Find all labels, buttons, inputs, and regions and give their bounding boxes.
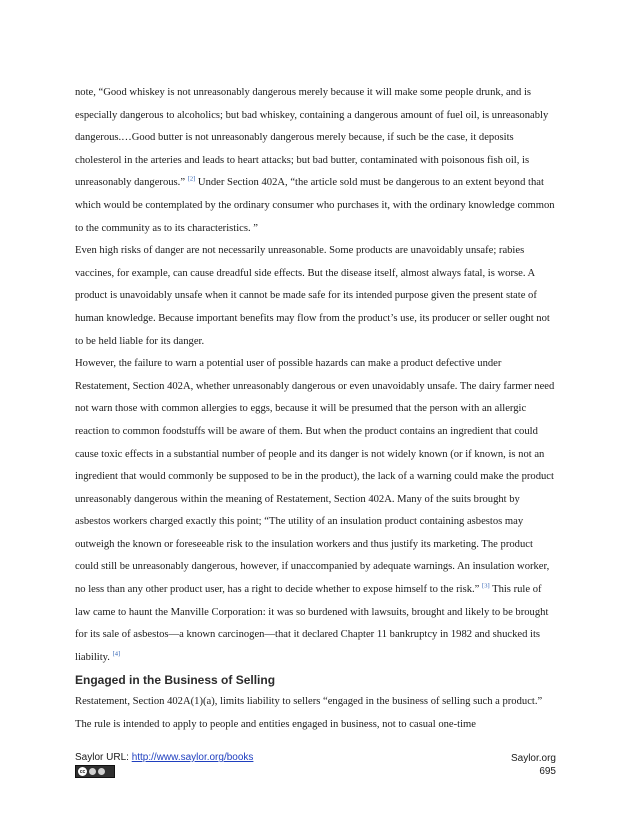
paragraph-1 (75, 82, 555, 240)
section-heading: Engaged in the Business of Selling (75, 673, 276, 688)
footer-source-link[interactable]: http://www.saylor.org/books (131, 752, 254, 763)
footnote-ref-2[interactable]: [2] (187, 175, 196, 183)
paragraph-1-text-a: note, “Good whiskey is not unreasonably dangerous merely because it will make some people drunk, and is especially dangerous to alcoholics; but bad whiskey, containing a dangerous amount of fuel oil, is unreasonably dangerous.…Good butter is not unreasonably dangerous merely because, if such be the case, it deposits cholesterol in the arteries and leads to heart attacks; but bad butter, contaminated with poisonous fish oil, is unreasonably dangerous.” (75, 87, 549, 189)
creative-commons-icon (75, 765, 115, 778)
paragraph-1-text-b: Under Section 402A, “the article sold must be dangerous to an extent beyond that which would be contemplated by the ordinary consumer who purchases it, with the ordinary knowledge common to the community as to its characteristics. ” (75, 177, 555, 234)
footer-right (511, 752, 556, 778)
footnote-ref-4[interactable]: [4] (112, 650, 121, 658)
page-content (75, 82, 555, 737)
footnote-ref-3[interactable]: [3] (482, 582, 490, 590)
paragraph-4: Restatement, Section 402A(1)(a), limits liability to sellers “engaged in the business of selling such a product.” The rule is intended to apply to people and entities engaged in business, not to casual one-time (75, 696, 543, 731)
paragraph-3-text-a: However, the failure to warn a potential user of possible hazards can make a product defective under Restatement, Section 402A, whether unreasonably dangerous or even unavoidably unsafe. The dairy farmer need not warn those with common allergies to eggs, because it will be presumed that the person with an allergic reaction to common foodstuffs will be aware of them. But when the product contains an ingredient that could cause toxic effects in a substantial number of people and its danger is not widely known (or if known, is not an ingredient that would commonly be supposed to be in the product), the lack of a warning could make the product unreasonably dangerous within the meaning of Restatement, Section 402A. Many of the suits brought by asbestos workers charged exactly this point; “The utility of an insulation product containing asbestos may outweigh the known or foreseeable risk to the insulation workers and thus justify its marketing. The product could still be unreasonably dangerous, however, if unaccompanied by adequate warnings. An insulation worker, no less than any other product user, has a right to decide whether to expose himself to the risk.” (75, 358, 555, 596)
page-number: 695 (539, 766, 556, 777)
cc-nc-icon (98, 768, 105, 775)
cc-by-icon (89, 768, 96, 775)
paragraph-3-text-b: This rule of law came to haunt the Manville Corporation: it was so burdened with lawsuits, brought and likely to be brought for its sale of asbestos—a known carcinogen—that it declared Chapter 11 bankruptcy in 1982 and shucked its liability. (75, 584, 549, 663)
footer-source-label: Saylor URL: (75, 752, 132, 763)
footer-org: Saylor.org (510, 753, 556, 764)
paragraph-3 (75, 353, 555, 669)
cc-logo-icon: cc (79, 768, 86, 775)
footer-source (75, 752, 253, 763)
paragraph-2: Even high risks of danger are not necessarily unreasonable. Some products are unavoidably unsafe; rabies vaccines, for example, can cause dreadful side effects. But the disease itself, almost always fatal, is worse. A product is unavoidably unsafe when it cannot be made safe for its intended purpose given the present state of human knowledge. Because important benefits may flow from the product’s use, its producer or seller ought not to be held liable for its danger. (75, 245, 550, 347)
